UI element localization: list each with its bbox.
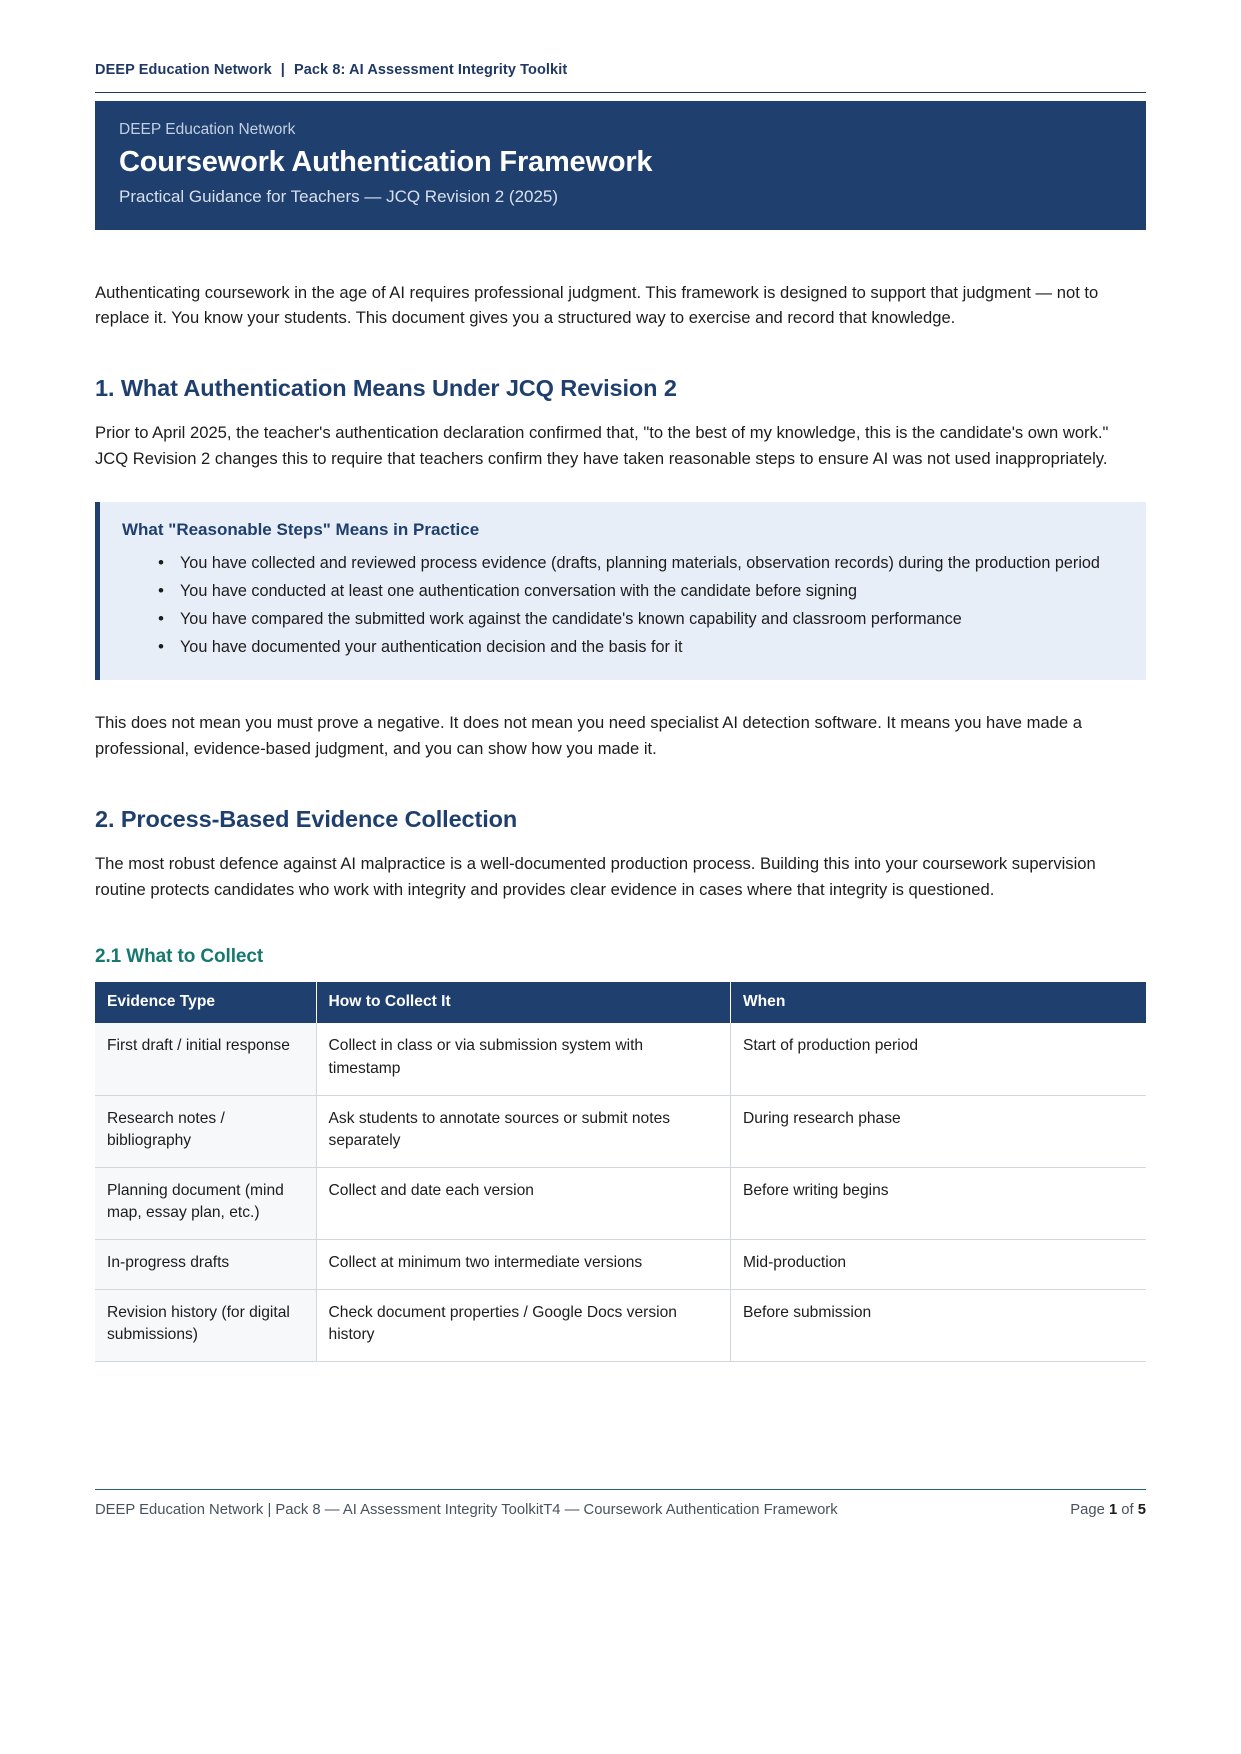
callout-list: [122, 550, 1124, 661]
column-header-evidence-type: Evidence Type: [95, 982, 316, 1023]
subsection-2-1-heading: 2.1 What to Collect: [95, 946, 264, 968]
page-title: Coursework Authentication Framework: [119, 145, 653, 178]
page-footer: [95, 1489, 1146, 1518]
evidence-table: [95, 982, 1146, 1361]
callout-title: What "Reasonable Steps" Means in Practice: [122, 519, 480, 539]
section-2-paragraph: The most robust defence against AI malpractice is a well-documented production process. Building this into your coursework supervision routine protects candidates who work with integrity and provides clear evidence in cases where that integrity is questioned.: [95, 853, 1096, 899]
table-header: [95, 982, 1146, 1023]
cell-how-to-collect: Collect and date each version: [316, 1167, 730, 1239]
cell-how-to-collect: Check document properties / Google Docs version history: [316, 1289, 730, 1361]
cell-how-to-collect: Collect in class or via submission system with timestamp: [316, 1023, 730, 1095]
cell-when: Before submission: [730, 1289, 1146, 1361]
running-header: [95, 62, 1146, 78]
section-1-closing-paragraph: This does not mean you must prove a negative. It does not mean you need specialist AI detection software. It means you have made a professional, evidence-based judgment, and you can show how you made it.: [95, 713, 1082, 759]
footer-row: [95, 1502, 1146, 1518]
page-prefix: Page: [1070, 1502, 1105, 1518]
cell-when: During research phase: [730, 1095, 1146, 1167]
cell-how-to-collect: Collect at minimum two intermediate versions: [316, 1239, 730, 1289]
table-row: [95, 1289, 1146, 1361]
section-1-paragraph: Prior to April 2025, the teacher's authentication declaration confirmed that, "to the best of my knowledge, this is the candidate's own work." JCQ Revision 2 changes this to require that teachers confirm they have taken reasonable steps to ensure AI was not used inappropriately.: [95, 423, 1109, 468]
cell-evidence-type: First draft / initial response: [95, 1023, 316, 1095]
table-row: [95, 1239, 1146, 1289]
section-2-heading: 2. Process-Based Evidence Collection: [95, 805, 518, 832]
spacer: [95, 762, 1146, 806]
table-row: [95, 1167, 1146, 1239]
cell-when: Start of production period: [730, 1023, 1146, 1095]
list-item: • You have compared the submitted work against the candidate's known capability and classroom performance: [158, 606, 1124, 632]
list-item: • You have collected and reviewed process evidence (drafts, planning materials, observation records) during the production period: [158, 550, 1124, 576]
page-total: 5: [1137, 1502, 1146, 1518]
column-header-when: When: [730, 982, 1146, 1023]
page-number: 1: [1108, 1502, 1118, 1518]
cell-evidence-type: In-progress drafts: [95, 1239, 316, 1289]
running-header-separator: |: [280, 62, 285, 78]
spacer: [95, 680, 1146, 710]
column-header-how-to-collect: How to Collect It: [316, 982, 730, 1023]
page-of: of: [1121, 1502, 1134, 1518]
page-indicator: [1070, 1502, 1146, 1518]
title-banner: [95, 101, 1146, 230]
cell-when: Mid-production: [730, 1239, 1146, 1289]
intro-paragraph: Authenticating coursework in the age of AI requires professional judgment. This framework is designed to support that judgment — not to replace it. You know your students. This document gives you a structured way to exercise and record that knowledge.: [95, 282, 1099, 328]
banner-subtitle: Practical Guidance for Teachers — JCQ Revision 2 (2025): [119, 187, 559, 207]
reasonable-steps-callout: [95, 502, 1146, 681]
list-item: • You have documented your authentication decision and the basis for it: [158, 634, 1124, 660]
table-row: [95, 1023, 1146, 1095]
cell-evidence-type: Revision history (for digital submissions): [95, 1289, 316, 1361]
list-item: • You have conducted at least one authentication conversation with the candidate before signing: [158, 578, 1124, 604]
spacer: [95, 331, 1146, 375]
table-header-row: [95, 982, 1146, 1023]
banner-eyebrow: DEEP Education Network: [119, 121, 296, 138]
cell-how-to-collect: Ask students to annotate sources or submit notes separately: [316, 1095, 730, 1167]
running-header-right: Pack 8: AI Assessment Integrity Toolkit: [293, 62, 568, 78]
running-header-left: DEEP Education Network: [95, 62, 272, 78]
cell-evidence-type: Planning document (mind map, essay plan, etc.): [95, 1167, 316, 1239]
spacer: [95, 472, 1146, 502]
footer-divider: [95, 1489, 1146, 1490]
spacer: [95, 902, 1146, 946]
table-row: [95, 1095, 1146, 1167]
header-divider: [95, 92, 1146, 93]
cell-evidence-type: Research notes / bibliography: [95, 1095, 316, 1167]
table-body: [95, 1023, 1146, 1361]
footer-left-text: DEEP Education Network | Pack 8 — AI Assessment Integrity ToolkitT4 — Coursework Authentication Framework: [95, 1502, 838, 1518]
cell-when: Before writing begins: [730, 1167, 1146, 1239]
section-1-heading: 1. What Authentication Means Under JCQ Revision 2: [95, 375, 677, 402]
